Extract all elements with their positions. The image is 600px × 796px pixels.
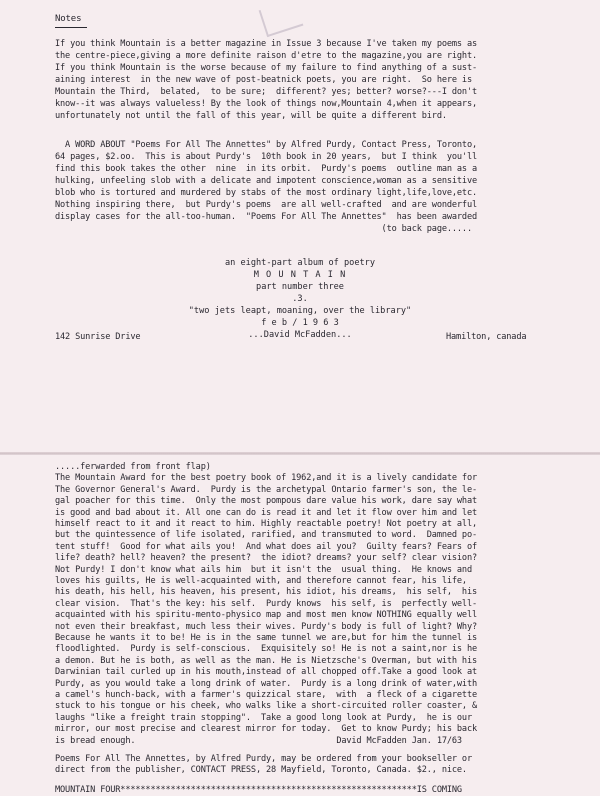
text-line: If you think Mountain is a better magazine in Issue 3 because I've taken my poems as [55, 39, 478, 49]
text-line: If you think Mountain is the worse because of my failure to find anything of a sust- [55, 63, 478, 73]
text-line: loves his guilts, He is well-acquainted with, and therefore cannot fear, his life, [55, 576, 467, 586]
text-line: 64 pages, $2.oo. This is about Purdy's 10th book in 20 years, but I think you'll [55, 152, 478, 162]
masthead-title: M O U N T A I N [253, 270, 347, 280]
text-line: floodlighted. Purdy is self-conscious. Exquisitely so! He is not a saint,nor is he [55, 644, 478, 655]
text-line: The Mountain Award for the best poetry book of 1962,and it is a lively candidate for [55, 473, 478, 484]
order-line: direct from the publisher, CONTACT PRESS, 28 Mayfield, Toronto, Canada. $2., nice. [55, 765, 467, 776]
footer-announcement: MOUNTAIN FOUR***********************************************************IS COMING [55, 784, 462, 795]
text-line: find this book takes the other nine in its orbit. Purdy's poems outline man as a [55, 164, 478, 174]
text-line: Because he wants it to be! He is in the same tunnel we are,but for him the tunnel is [55, 633, 478, 643]
text-line: a demon. But he is both, as well as the man. He is Nietzsche's Overman, but with his [55, 655, 478, 666]
text-line: (to back page..... [55, 224, 472, 234]
text-line: The Governor General's Award. Purdy is the archetypal Ontario farmer's son, the le- [55, 484, 478, 495]
text-line: blob who is tortured and murdered by stabs of the most ordinary light,life,love,etc. [55, 188, 478, 198]
text-line: unfortunately not until the fall of this year, will be quite a different bird. [55, 111, 447, 121]
text-line: display cases for the all-too-human. "Poems For All The Annettes" has been awarded [55, 212, 478, 222]
text-line: A WORD ABOUT "Poems For All The Annettes" by Alfred Purdy, Contact Press, Toronto, [55, 140, 478, 150]
text-line: aining interest in the new wave of post-beatnick poets, you are right. So here is [55, 75, 472, 85]
order-line: Poems For All The Annettes, by Alfred Purdy, may be ordered from your bookseller or [55, 754, 472, 764]
text-line: mirror, our most precise and clearest mirror for today. Get to know Purdy; his back [55, 724, 478, 735]
text-line: Purdy, as you would take a long drink of water. Purdy is a long drink of water,with [55, 678, 478, 689]
text-line: life? death? hell? heaven? the present? the idiot? dreams? your self? clear vision? [55, 553, 478, 564]
masthead-subtitle: an eight-part album of poetry [224, 258, 376, 268]
masthead-date: f e b / 1 9 6 3 [261, 318, 339, 328]
masthead-editor: ...David McFadden... [248, 330, 352, 340]
text-line: Not Purdy! I don't know what ails him but it isn't the usual thing. He knows and [55, 564, 472, 575]
text-line: Darwinian tail curled up in his mouth,instead of all chopped off.Take a good look at [55, 667, 478, 678]
text-line: hulking, unfeeling slob with a delicate and impotent conscience,woman as a sensitive [55, 176, 478, 186]
address-left: 142 Sunrise Drive [55, 332, 141, 342]
address-right: Hamilton, canada [446, 332, 527, 342]
text-line: gal poacher for this time. Only the most pompous dare value his work, dare say what [55, 496, 478, 507]
text-line: know--it was always valueless! By the look of things now,Mountain 4,when it appears, [55, 99, 478, 109]
text-line: Nothing inspiring there, but Purdy's poems are all well-crafted and are wonderful [55, 200, 478, 210]
text-line: .....ferwarded from front flap) [55, 462, 211, 472]
text-line: is bread enough. David McFadden Jan. 17/63 [55, 735, 462, 746]
notes-heading: Notes [55, 14, 82, 24]
masthead-epigraph: "two jets leapt, moaning, over the library" [188, 306, 412, 316]
text-line: not even their breakfast, much less their wives. Purdy's body is full of light? Why? [55, 621, 478, 632]
text-line: acquainted with his spiritu-mento-physico map and most men know NOTHING equally well [55, 610, 478, 621]
text-line: is good and bad about it. All one can do is read it and let it flow over him and let [55, 507, 478, 518]
text-line: but the quintessence of life isolated, rarified, and transmuted to word. Damned po- [55, 530, 478, 541]
text-line: clear vision. That's the key: his self. Purdy knows his self, is perfectly well- [55, 598, 478, 609]
text-line: stuck to his tongue or his cheek, who walks like a short-circuited roller coaster, & [55, 701, 478, 712]
masthead-number: .3. [292, 294, 308, 304]
text-line: himself react to it and it react to him. Highly reactable poetry! Not poetry at all, [55, 519, 478, 529]
text-line: tent stuff! Good for what ails you! And what does ail you? Guilty fears? Fears of [55, 541, 478, 552]
text-line: the centre-piece,giving a more definite raison d'etre to the magazine,you are right. [55, 51, 478, 61]
text-line: a camel's hunch-back, with a farmer's quizzical stare, with a fleck of a cigarette [55, 690, 478, 700]
text-line: Mountain the Third, belated, to be sure; different? yes; better? worse?---I don't [55, 87, 478, 97]
text-line: his death, his hell, his heaven, his present, his idiot, his dreams, his self, his [55, 587, 478, 598]
masthead-part: part number three [256, 282, 344, 292]
text-line: laughs "like a freight train stopping". Take a good long look at Purdy, he is our [55, 712, 472, 723]
